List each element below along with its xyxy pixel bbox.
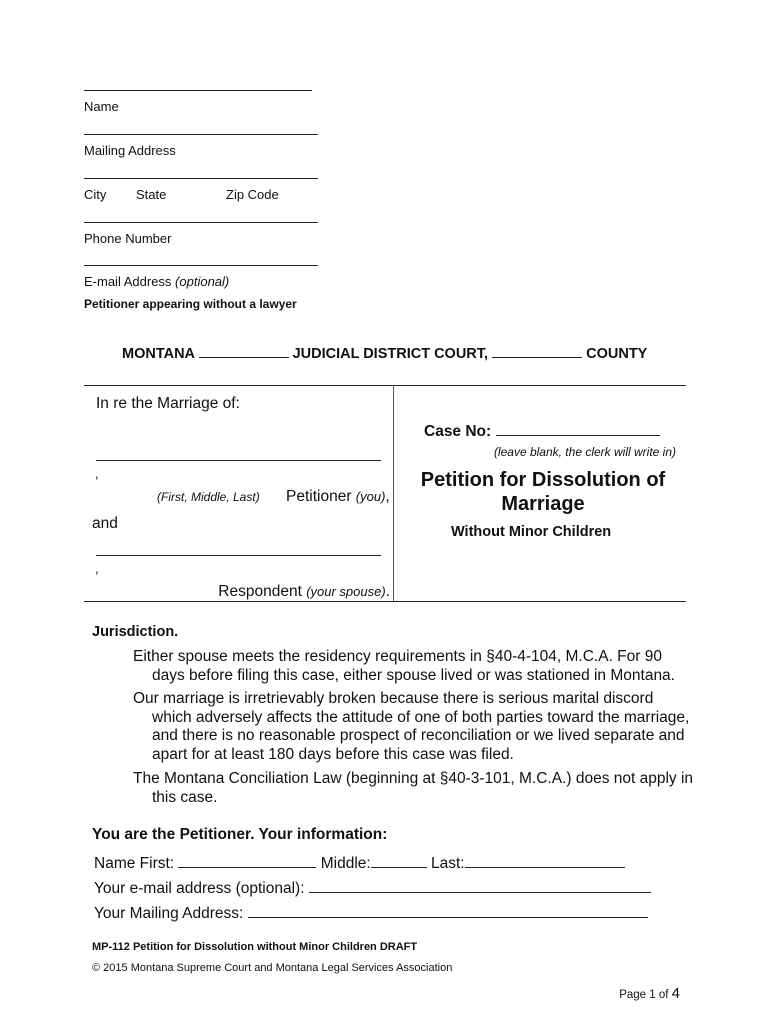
copyright: © 2015 Montana Supreme Court and Montana Legal Services Association: [92, 962, 453, 974]
respondent-label: [218, 583, 390, 601]
jurisdiction-paragraph-broken: Our marriage is irretrievably broken because there is serious marital discord which adversely affects the attitude of one of both parties toward the marriage, and there is no reasonable prospect of reconciliation or we lived separate and apart for at least 180 days before this case was filed.: [133, 690, 690, 763]
court-judicial: JUDICIAL DISTRICT COURT,: [292, 346, 489, 362]
state-label: State: [136, 187, 167, 202]
page-prefix: Page 1 of: [619, 989, 669, 1001]
form-id: MP-112 Petition for Dissolution without Minor Children DRAFT: [92, 941, 418, 953]
last-label: Last:: [431, 855, 465, 872]
jurisdiction-paragraph-residency: Either spouse meets the residency requirements in §40-4-104, M.C.A. For 90 days before filing this case, either spouse lived or was stationed in Montana.: [133, 648, 675, 684]
respondent-spouse: (your spouse): [306, 584, 386, 599]
name-row: [94, 853, 625, 873]
email-row: [94, 878, 651, 898]
comma-1: ,: [95, 466, 99, 481]
email-field-label: Your e-mail address (optional):: [94, 880, 305, 897]
court-montana: MONTANA: [122, 346, 195, 362]
mailing-field[interactable]: [248, 903, 648, 918]
mailing-row: [94, 903, 648, 923]
middle-field[interactable]: [371, 853, 427, 868]
page-number: [619, 985, 680, 1002]
case-no-blank[interactable]: [496, 421, 660, 436]
document-subtitle: Without Minor Children: [451, 524, 612, 540]
middle-label: Middle:: [320, 855, 371, 872]
email-field[interactable]: [309, 878, 651, 893]
jurisdiction-paragraph-conciliation: The Montana Conciliation Law (beginning at §40-3-101, M.C.A.) does not apply in this case.: [133, 770, 694, 806]
petitioner-note: Petitioner appearing without a lawyer: [84, 297, 297, 311]
caption-bottom-rule: [84, 601, 686, 602]
email-label-text: E-mail Address: [84, 274, 172, 289]
zip-label: Zip Code: [226, 187, 279, 202]
caption-top-rule: [84, 385, 686, 386]
in-re-label: In re the Marriage of:: [96, 395, 240, 412]
petitioner-info-heading: You are the Petitioner. Your information:: [92, 826, 388, 843]
email-line[interactable]: [84, 265, 318, 266]
name-label: Name: [84, 99, 119, 114]
petitioner-text: Petitioner: [286, 488, 352, 505]
phone-line[interactable]: [84, 222, 318, 223]
district-number-blank[interactable]: [199, 343, 289, 358]
petitioner-you: (you): [355, 489, 386, 504]
document-title: [400, 468, 686, 516]
last-field[interactable]: [465, 853, 625, 868]
phone-label: Phone Number: [84, 231, 172, 246]
court-county: COUNTY: [586, 346, 648, 362]
respondent-name-line[interactable]: [96, 555, 381, 556]
petitioner-comma: ,: [385, 488, 390, 505]
and-label: and: [92, 515, 118, 532]
petitioner-name-line[interactable]: [96, 460, 381, 461]
caption-divider: [393, 385, 394, 601]
name-line[interactable]: [84, 90, 312, 91]
court-heading: [122, 343, 647, 362]
mailing-address-label: Mailing Address: [84, 143, 176, 158]
name-first-label: Name First:: [94, 855, 175, 872]
city-state-zip-line[interactable]: [84, 178, 318, 179]
case-no: [424, 421, 660, 441]
page-total: 4: [671, 985, 680, 1002]
case-no-hint: (leave blank, the clerk will write in): [493, 445, 676, 459]
title-line-1: Petition for Dissolution of: [420, 469, 666, 491]
respondent-text: Respondent: [218, 583, 302, 600]
email-label: [84, 274, 229, 289]
petitioner-label: [286, 488, 390, 506]
email-optional: (optional): [175, 274, 230, 289]
title-line-2: Marriage: [501, 493, 585, 515]
name-first-field[interactable]: [178, 853, 316, 868]
jurisdiction-heading: Jurisdiction.: [92, 624, 179, 640]
comma-2: ,: [95, 561, 99, 576]
city-label: City: [84, 187, 107, 202]
mailing-field-label: Your Mailing Address:: [94, 905, 244, 922]
name-hint: (First, Middle, Last): [157, 490, 260, 504]
mailing-address-line[interactable]: [84, 134, 318, 135]
county-blank[interactable]: [492, 343, 582, 358]
respondent-period: .: [385, 583, 390, 600]
case-no-label: Case No:: [424, 423, 492, 440]
